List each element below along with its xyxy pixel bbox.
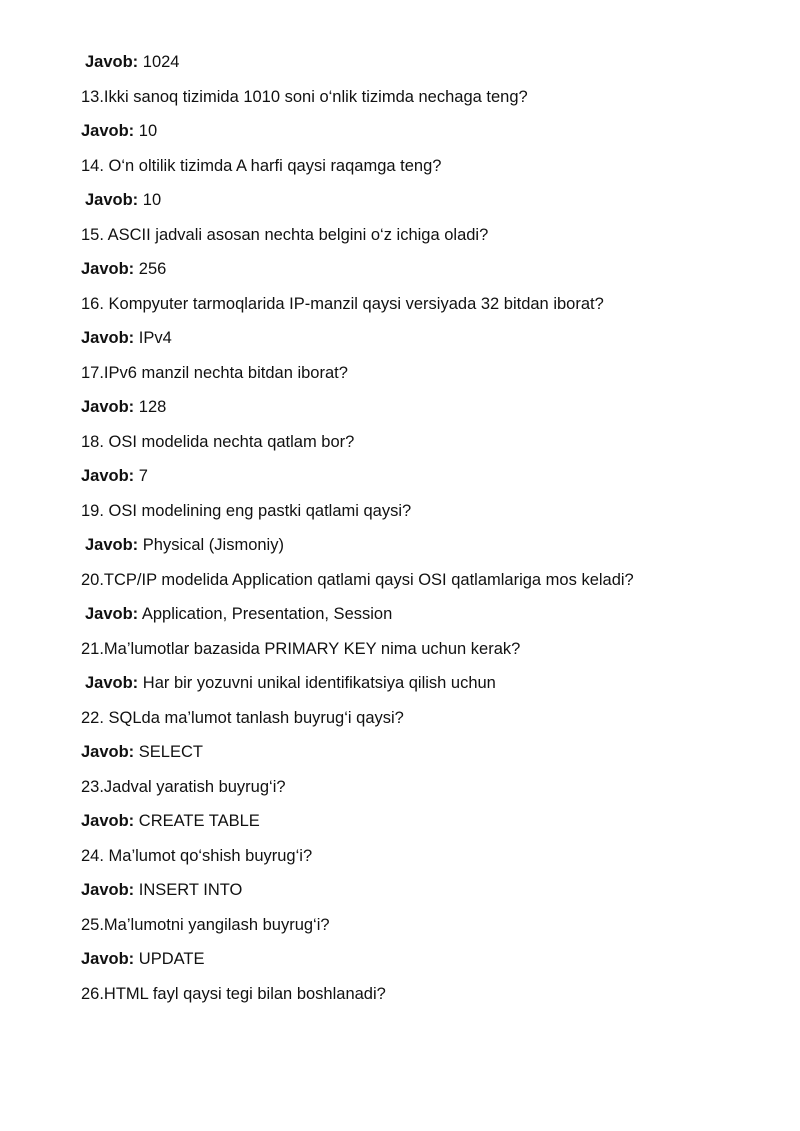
answer-text: 7 (134, 467, 148, 485)
answer-text: INSERT INTO (134, 881, 243, 899)
question-line: 26.HTML fayl qaysi tegi bilan boshlanadi? (81, 985, 386, 1003)
answer-label: Javob: (85, 53, 139, 71)
answer-text: 128 (134, 398, 167, 416)
answer-line (85, 603, 392, 625)
answer-label: Javob: (81, 812, 135, 830)
answer-line (81, 465, 148, 487)
question-line: 21.Ma’lumotlar bazasida PRIMARY KEY nima uchun kerak? (81, 640, 521, 658)
answer-line (81, 396, 166, 418)
answer-text: 10 (134, 122, 158, 140)
answer-line (85, 189, 161, 211)
answer-text: 256 (134, 260, 167, 278)
answer-line (85, 51, 179, 73)
answer-text: 1024 (138, 53, 180, 71)
answer-line (81, 810, 260, 832)
answer-text: SELECT (134, 743, 203, 761)
answer-label: Javob: (81, 467, 135, 485)
answer-label: Javob: (85, 191, 139, 209)
answer-line (85, 534, 284, 556)
question-line: 17.IPv6 manzil nechta bitdan iborat? (81, 364, 348, 382)
answer-label: Javob: (81, 950, 135, 968)
answer-label: Javob: (85, 674, 139, 692)
answer-text: Physical (Jismoniy) (138, 536, 284, 554)
answer-line (81, 258, 166, 280)
answer-text: Har bir yozuvni unikal identifikatsiya qilish uchun (138, 674, 496, 692)
answer-label: Javob: (81, 743, 135, 761)
answer-label: Javob: (81, 260, 135, 278)
question-line: 22. SQLda ma’lumot tanlash buyrug‘i qaysi? (81, 709, 404, 727)
question-line: 20.TCP/IP modelida Application qatlami qaysi OSI qatlamlariga mos keladi? (81, 571, 634, 589)
question-line: 15. ASCII jadvali asosan nechta belgini o‘z ichiga oladi? (81, 226, 489, 244)
answer-text: 10 (138, 191, 162, 209)
answer-line (81, 741, 203, 763)
question-line: 25.Ma’lumotni yangilash buyrug‘i? (81, 916, 330, 934)
answer-label: Javob: (85, 536, 139, 554)
answer-label: Javob: (85, 605, 139, 623)
question-line: 24. Ma’lumot qo‘shish buyrug‘i? (81, 847, 313, 865)
answer-text: Application, Presentation, Session (138, 605, 393, 623)
answer-text: CREATE TABLE (134, 812, 260, 830)
answer-line (81, 948, 204, 970)
answer-line (81, 120, 157, 142)
answer-line (81, 327, 172, 349)
answer-line (85, 672, 496, 694)
answer-label: Javob: (81, 329, 135, 347)
question-line: 23.Jadval yaratish buyrug‘i? (81, 778, 286, 796)
answer-line (81, 879, 242, 901)
question-line: 16. Kompyuter tarmoqlarida IP-manzil qaysi versiyada 32 bitdan iborat? (81, 295, 604, 313)
answer-label: Javob: (81, 398, 135, 416)
question-line: 18. OSI modelida nechta qatlam bor? (81, 433, 355, 451)
answer-text: UPDATE (134, 950, 205, 968)
question-line: 19. OSI modelining eng pastki qatlami qaysi? (81, 502, 412, 520)
answer-label: Javob: (81, 881, 135, 899)
answer-label: Javob: (81, 122, 135, 140)
question-line: 13.Ikki sanoq tizimida 1010 soni o‘nlik tizimda nechaga teng? (81, 88, 528, 106)
question-line: 14. O‘n oltilik tizimda A harfi qaysi raqamga teng? (81, 157, 442, 175)
answer-text: IPv4 (134, 329, 172, 347)
